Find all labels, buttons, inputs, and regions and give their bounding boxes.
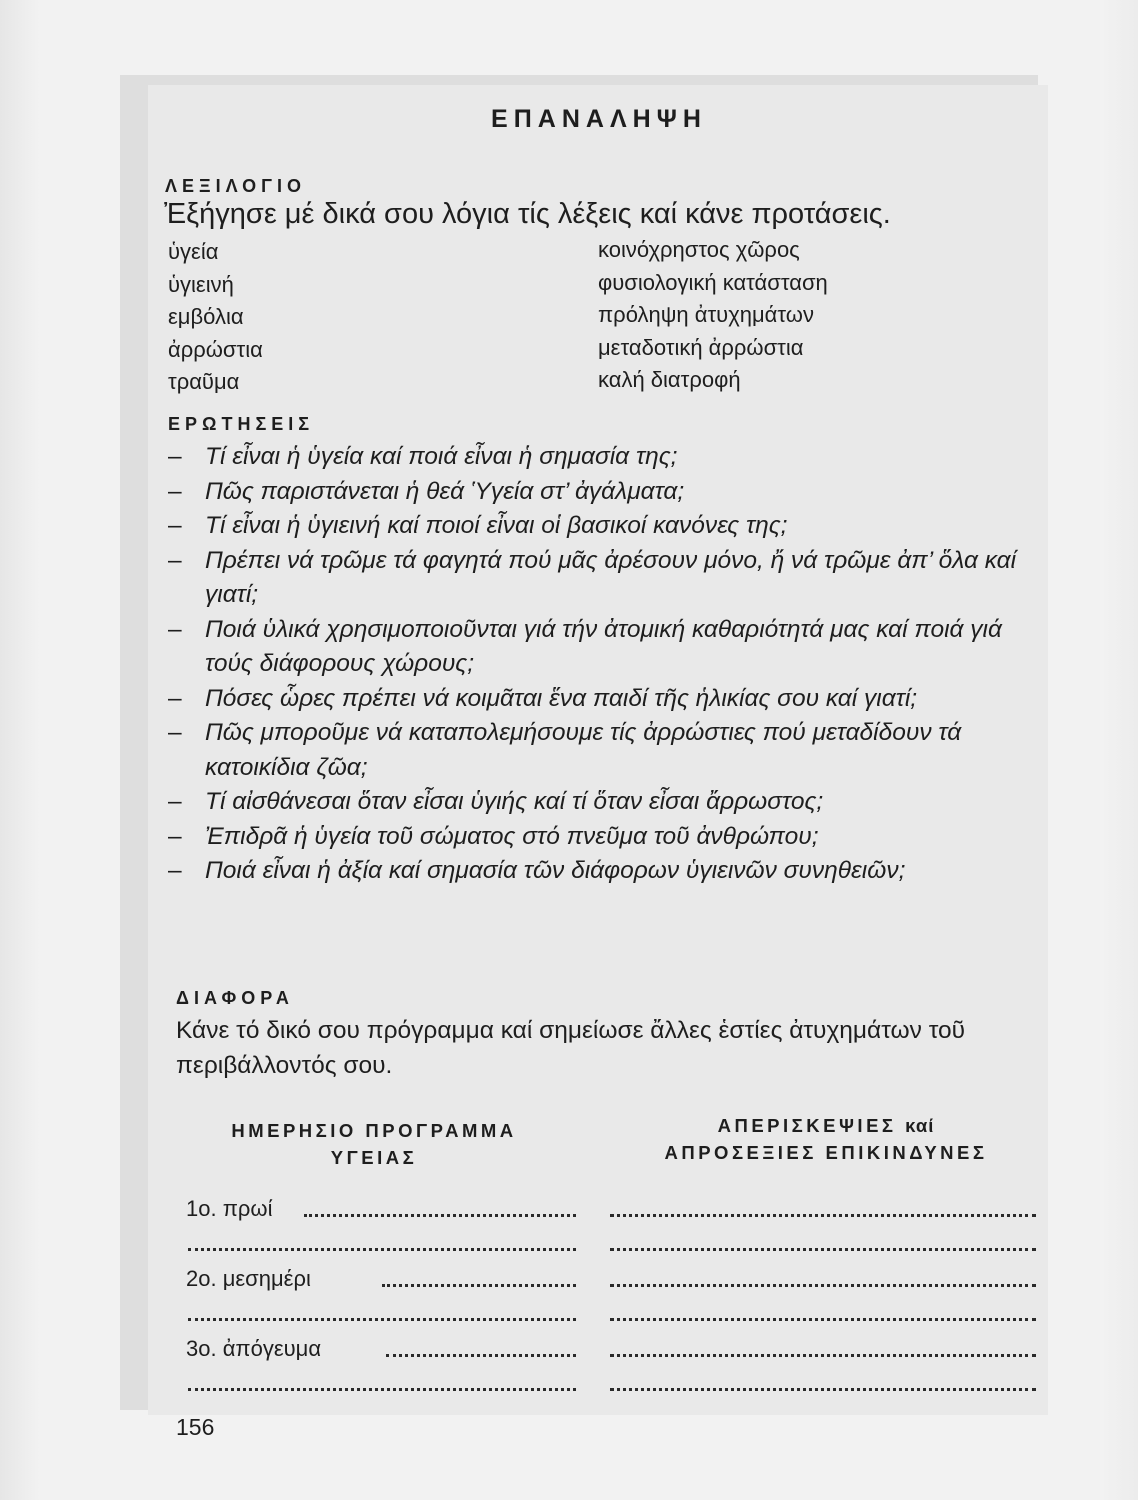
question-item: [168, 613, 1048, 682]
misc-text: Κάνε τό δικό σου πρόγραμμα καί σημείωσε ἄλλες ἑστίες ἀτυχημάτων τοῦ περιβάλλοντός σου.: [176, 1017, 966, 1079]
vocabulary-word: ὑγεία: [168, 239, 219, 264]
question-text: Πῶς μποροῦμε νά καταπολεμήσουμε τίς ἀρρώστιες πού μεταδίδουν τά κατοικίδια ζῶα;: [205, 719, 962, 781]
fill-in-line[interactable]: [386, 1354, 576, 1357]
vocabulary-word: πρόληψη ἀτυχημάτων: [598, 302, 814, 327]
program-right-header-conjunction: καί: [905, 1115, 935, 1136]
question-item: [168, 682, 1048, 717]
program-left-header: [176, 1117, 572, 1171]
program-row-label: 3ο. ἀπόγευμα: [186, 1336, 322, 1361]
fill-in-line[interactable]: [188, 1248, 576, 1251]
program-row-label: 2ο. μεσημέρι: [186, 1266, 311, 1291]
bullet-dash: –: [168, 719, 182, 746]
question-text: Τί εἶναι ἡ ὑγεία καί ποιά εἶναι ἡ σημασία της;: [205, 443, 678, 470]
question-item: [168, 440, 1048, 475]
bullet-dash: –: [168, 822, 182, 850]
program-right-header-line1: ΑΠΕΡΙΣΚΕΨΙΕΣ: [717, 1115, 897, 1136]
bullet-dash: –: [168, 684, 182, 712]
bullet-dash: –: [168, 857, 182, 884]
question-item: [168, 820, 1048, 855]
vocabulary-word: τραῦμα: [168, 369, 240, 394]
bullet-dash: –: [168, 788, 182, 815]
fill-in-line[interactable]: [610, 1284, 1036, 1287]
question-item: [168, 716, 1048, 785]
vocabulary-word: καλή διατροφή: [598, 367, 741, 392]
question-text: Τί εἶναι ἡ ὑγιεινή καί ποιοί εἶναι οἱ βασικοί κανόνες της;: [205, 512, 788, 539]
program-left-header-line2: ΥΓΕΙΑΣ: [330, 1147, 418, 1168]
vocabulary-word: ὑγιεινή: [168, 271, 234, 297]
question-item: [168, 544, 1048, 613]
question-item: [168, 785, 1048, 820]
vocabulary-word: φυσιολογική κατάσταση: [598, 269, 828, 295]
bullet-dash: –: [168, 477, 182, 505]
questions-heading: ΕΡΩΤΗΣΕΙΣ: [168, 414, 315, 434]
vocabulary-instruction: Ἐξήγησε μέ δικά σου λόγια τίς λέξεις καί κάνε προτάσεις.: [164, 198, 891, 230]
fill-in-line[interactable]: [610, 1318, 1036, 1321]
bullet-dash: –: [168, 512, 182, 539]
question-text: Τί αἰσθάνεσαι ὅταν εἶσαι ὑγιής καί τί ὅταν εἶσαι ἄρρωστος;: [205, 788, 824, 815]
misc-heading: ΔΙΑΦΟΡΑ: [176, 988, 294, 1008]
question-text: Πόσες ὧρες πρέπει νά κοιμᾶται ἕνα παιδί τῆς ἡλικίας σου καί γιατί;: [205, 684, 918, 712]
vocabulary-heading: ΛΕΞΙΛΟΓΙΟ: [165, 176, 306, 196]
vocabulary-word: ἀρρώστια: [168, 336, 263, 362]
question-item: [168, 509, 1048, 544]
page-number: 156: [176, 1414, 215, 1440]
program-row-label: 1ο. πρωί: [186, 1196, 273, 1221]
fill-in-line[interactable]: [382, 1284, 576, 1287]
vocabulary-word: μεταδοτική ἀρρώστια: [598, 334, 804, 360]
page-title: ΕΠΑΝΑΛΗΨΗ: [491, 105, 707, 133]
program-right-header-line2: ΑΠΡΟΣΕΞΙΕΣ ΕΠΙΚΙΝΔΥΝΕΣ: [664, 1142, 988, 1163]
bullet-dash: –: [168, 546, 182, 574]
fill-in-line[interactable]: [188, 1388, 576, 1391]
question-item: [168, 475, 1048, 510]
vocabulary-left-column: [168, 236, 263, 399]
question-item: [168, 854, 1048, 889]
fill-in-line[interactable]: [610, 1354, 1036, 1357]
question-text: Ποιά εἶναι ἡ ἀξία καί σημασία τῶν διάφορων ὑγιεινῶν συνηθειῶν;: [205, 857, 906, 884]
fill-in-line[interactable]: [610, 1214, 1036, 1217]
vocabulary-word: κοινόχρηστος χῶρος: [598, 237, 800, 262]
vocabulary-word: εμβόλια: [168, 304, 244, 329]
program-right-header: [606, 1112, 1046, 1166]
bullet-dash: –: [168, 615, 182, 643]
fill-in-line[interactable]: [610, 1248, 1036, 1251]
fill-in-line[interactable]: [188, 1318, 576, 1321]
fill-in-line[interactable]: [610, 1388, 1036, 1391]
question-text: Ἐπιδρᾶ ἡ ὑγεία τοῦ σώματος στό πνεῦμα τοῦ ἀνθρώπου;: [205, 822, 819, 850]
question-text: Πῶς παριστάνεται ἡ θεά Ὑγεία στ’ ἀγάλματα;: [205, 477, 685, 505]
question-text: Ποιά ὑλικά χρησιμοποιοῦνται γιά τήν ἀτομική καθαριότητά μας καί ποιά γιά τούς διάφορους χώρους;: [205, 615, 1002, 677]
vocabulary-right-column: [598, 234, 828, 397]
fill-in-line[interactable]: [304, 1214, 576, 1217]
question-text: Πρέπει νά τρῶμε τά φαγητά πού μᾶς ἀρέσουν μόνο, ἤ νά τρῶμε ἀπ’ ὅλα καί γιατί;: [205, 546, 1017, 608]
questions-list: [168, 440, 1048, 889]
bullet-dash: –: [168, 443, 182, 470]
program-left-header-line1: ΗΜΕΡΗΣΙΟ ΠΡΟΓΡΑΜΜΑ: [231, 1120, 517, 1141]
